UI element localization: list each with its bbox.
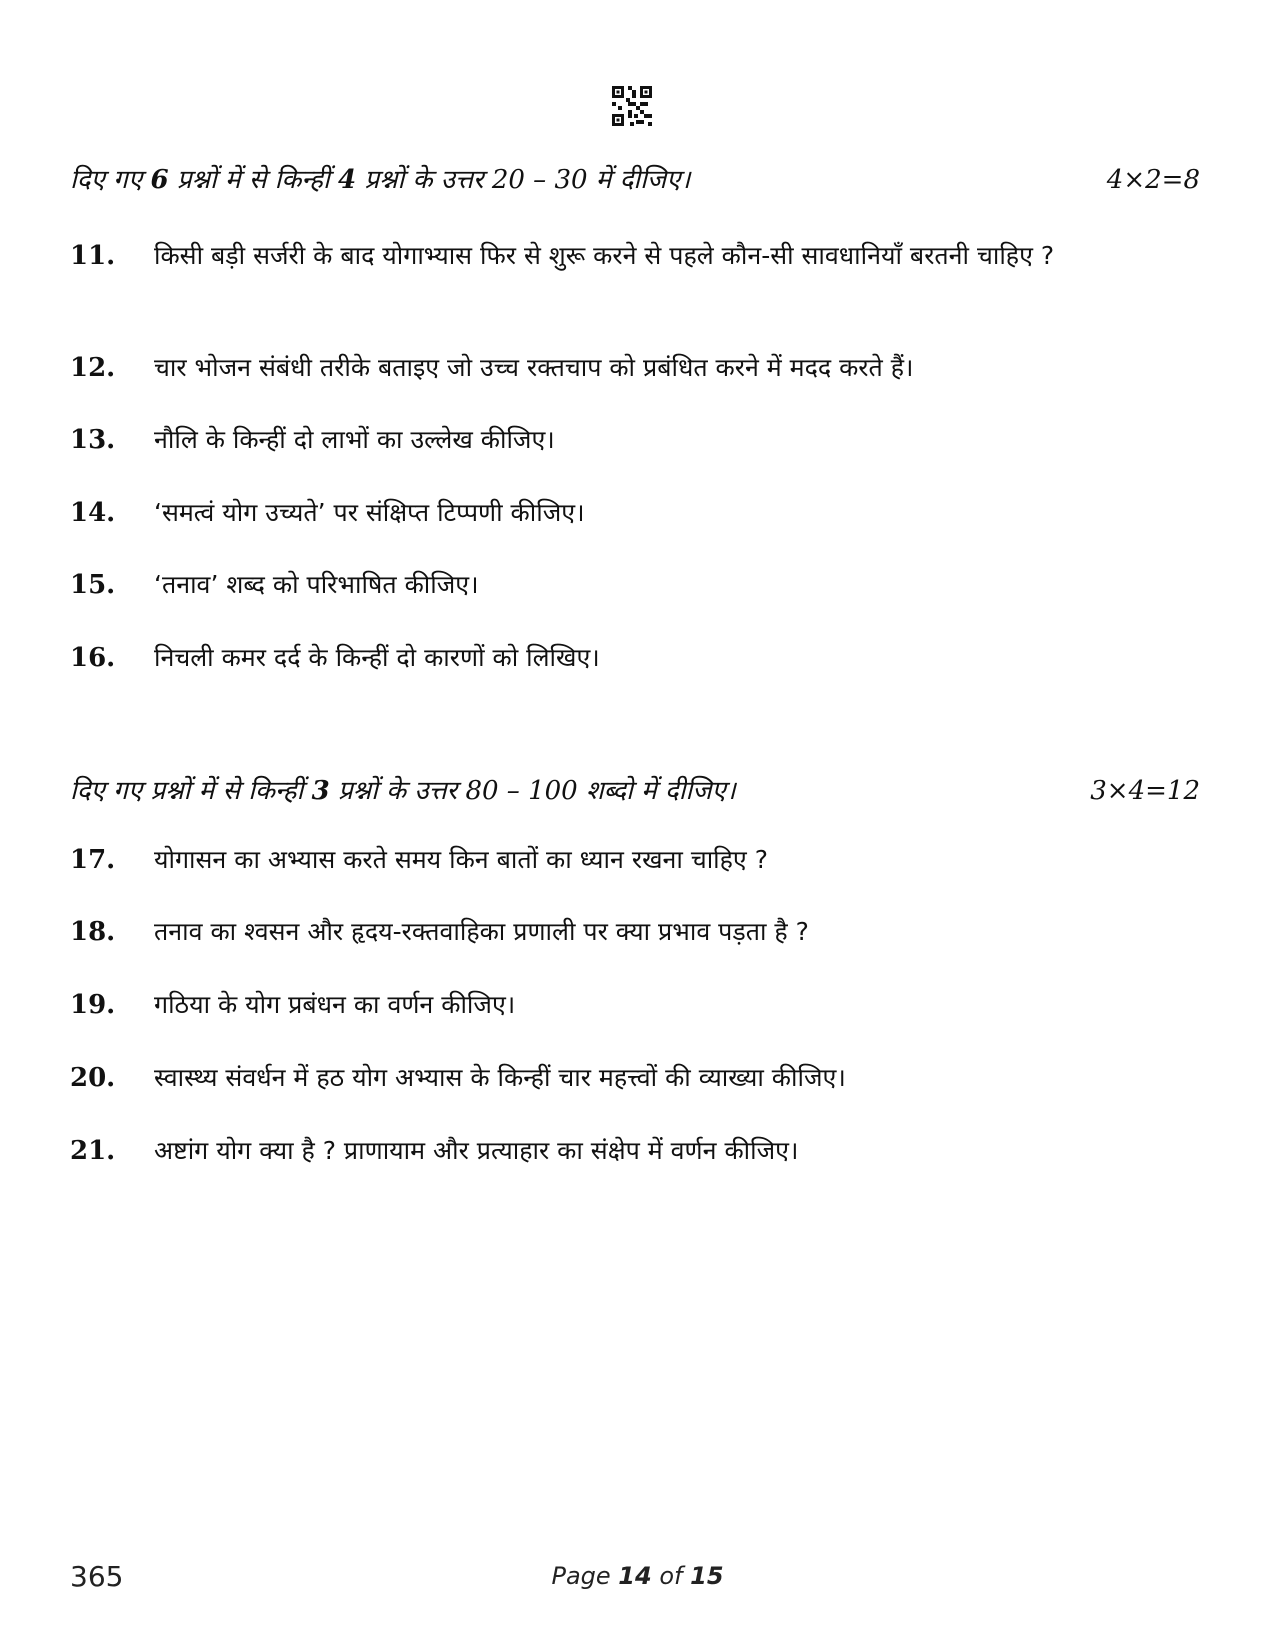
- question-number: 20.: [70, 1063, 116, 1093]
- question-number: 13.: [70, 425, 116, 455]
- question-text: किसी बड़ी सर्जरी के बाद योगाभ्यास फिर से शुरू करने से पहले कौन-सी सावधानियाँ बरतनी चाहिए ?: [154, 241, 1055, 270]
- question-text: तनाव का श्वसन और हृदय-रक्तवाहिका प्रणाली पर क्या प्रभाव पड़ता है ?: [154, 917, 809, 946]
- question-text: गठिया के योग प्रबंधन का वर्णन कीजिए।: [154, 990, 516, 1019]
- question-number: 19.: [70, 990, 116, 1020]
- section-a-marks: 4×2=8: [1106, 165, 1200, 195]
- section-a-instruction-text: दिए गए 6 प्रश्नों में से किन्हीं 4 प्रश्नों के उत्तर 20 – 30 में दीजिए।: [70, 165, 691, 195]
- question-text: अष्टांग योग क्या है ? प्राणायाम और प्रत्याहार का संक्षेप में वर्णन कीजिए।: [154, 1136, 799, 1165]
- question-text: योगासन का अभ्यास करते समय किन बातों का ध्यान रखना चाहिए ?: [154, 845, 768, 874]
- question-text: निचली कमर दर्द के किन्हीं दो कारणों को लिखिए।: [154, 643, 600, 672]
- question-21: [70, 1129, 1190, 1173]
- question-text: ‘समत्वं योग उच्यते’ पर संक्षिप्त टिप्पणी कीजिए।: [154, 498, 585, 527]
- question-15: [70, 563, 1190, 607]
- question-text: चार भोजन संबंधी तरीके बताइए जो उच्च रक्तचाप को प्रबंधित करने में मदद करते हैं।: [154, 353, 914, 382]
- question-number: 16.: [70, 643, 116, 673]
- question-14: [70, 491, 1190, 535]
- question-number: 18.: [70, 917, 116, 947]
- section-a-instruction: [70, 162, 1200, 198]
- section-b-instruction-text: दिए गए प्रश्नों में से किन्हीं 3 प्रश्नों के उत्तर 80 – 100 शब्दो में दीजिए।: [70, 776, 736, 806]
- question-13: [70, 418, 1190, 462]
- question-text: नौलि के किन्हीं दो लाभों का उल्लेख कीजिए।: [154, 425, 555, 454]
- page-number: Page 14 of 15: [551, 1562, 724, 1590]
- question-12: [70, 346, 1190, 390]
- section-b-marks: 3×4=12: [1090, 776, 1200, 806]
- paper-code: 365: [70, 1560, 124, 1593]
- question-18: [70, 910, 1190, 954]
- question-11: [70, 234, 1190, 278]
- question-number: 17.: [70, 845, 116, 875]
- question-20: [70, 1056, 1190, 1100]
- question-17: [70, 838, 1190, 882]
- question-number: 14.: [70, 498, 116, 528]
- question-number: 21.: [70, 1136, 116, 1166]
- question-19: [70, 983, 1190, 1027]
- question-16: [70, 636, 1190, 680]
- qr-code-icon: [612, 86, 652, 126]
- question-number: 15.: [70, 570, 116, 600]
- section-b-instruction: [70, 773, 1200, 809]
- question-number: 11.: [70, 241, 116, 271]
- question-number: 12.: [70, 353, 116, 383]
- question-text: स्वास्थ्य संवर्धन में हठ योग अभ्यास के किन्हीं चार महत्त्वों की व्याख्या कीजिए।: [154, 1063, 846, 1092]
- question-text: ‘तनाव’ शब्द को परिभाषित कीजिए।: [154, 570, 479, 599]
